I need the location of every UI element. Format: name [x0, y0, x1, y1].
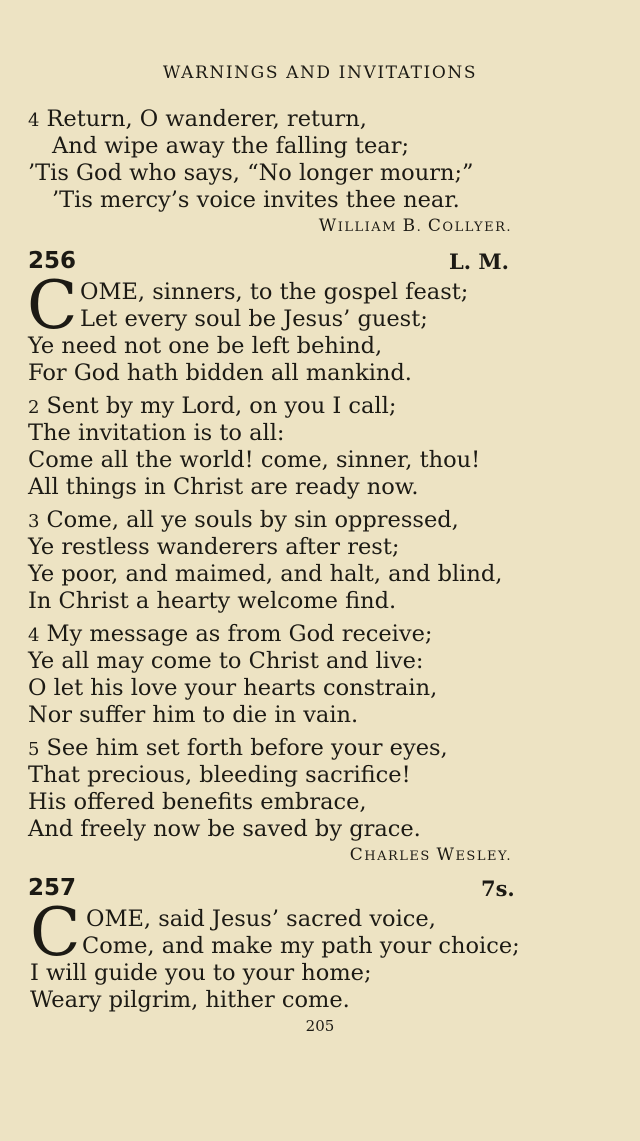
carryover-line-2: And wipe away the falling tear;: [52, 133, 410, 159]
hymn-257-line-3: I will guide you to your home;: [30, 960, 372, 986]
stanza-1-line-3: Ye need not one be left behind,: [28, 333, 383, 359]
stanza-5-line-1: 5 See him set forth before your eyes,: [28, 735, 448, 761]
stanza-3-line-3: Ye poor, and maimed, and halt, and blind,: [28, 561, 503, 587]
stanza-3-line-4: In Christ a hearty welcome find.: [28, 588, 397, 614]
stanza-4-line-1: 4 My message as from God receive;: [28, 621, 433, 647]
stanza-5-line-4: And freely now be saved by grace.: [28, 816, 421, 842]
hymn-257-line-2: Come, and make my path your choice;: [82, 933, 520, 959]
stanza-1-line-1: OME, sinners, to the gospel feast;: [80, 279, 469, 305]
hymn-257-line-4: Weary pilgrim, hither come.: [30, 987, 350, 1013]
stanza-1-line-2: Let every soul be Jesus’ guest;: [80, 306, 428, 332]
hymn-meter-257: 7s.: [481, 876, 515, 901]
stanza-1-line-4: For God hath bidden all mankind.: [28, 360, 412, 386]
hymn-number-257: 257: [28, 875, 77, 901]
stanza-5-line-2: That precious, bleeding sacrifice!: [28, 762, 411, 788]
stanza-3-line-1: 3 Come, all ye souls by sin oppressed,: [28, 507, 459, 533]
stanza-3-line-2: Ye restless wanderers after rest;: [28, 534, 400, 560]
drop-cap-256: C: [27, 267, 78, 344]
hymn-number-256: 256: [28, 248, 77, 274]
stanza-2-line-3: Come all the world! come, sinner, thou!: [28, 447, 481, 473]
stanza-2-line-4: All things in Christ are ready now.: [28, 474, 419, 500]
hymn-meter-256: L. M.: [449, 249, 509, 274]
stanza-4-line-4: Nor suffer him to die in vain.: [28, 702, 359, 728]
running-head: WARNINGS AND INVITATIONS: [162, 63, 478, 83]
carryover-line-4: ’Tis mercy’s voice invites thee near.: [52, 187, 460, 213]
stanza-4-line-3: O let his love your hearts constrain,: [28, 675, 438, 701]
hymn-257-line-1: OME, said Jesus’ sacred voice,: [86, 906, 436, 932]
carryover-line-3: ’Tis God who says, “No longer mourn;”: [28, 160, 474, 186]
stanza-4-line-2: Ye all may come to Christ and live:: [28, 648, 424, 674]
carryover-line-1: 4 Return, O wanderer, return,: [28, 106, 367, 132]
page-number: 205: [305, 1017, 335, 1035]
drop-cap-257: C: [30, 894, 81, 971]
author-collyer: WILLIAM B. COLLYER.: [318, 216, 512, 236]
author-wesley: CHARLES WESLEY.: [349, 845, 512, 865]
stanza-number: 4: [28, 110, 40, 131]
stanza-5-line-3: His offered benefits embrace,: [28, 789, 367, 815]
stanza-2-line-2: The invitation is to all:: [28, 420, 285, 446]
stanza-2-line-1: 2 Sent by my Lord, on you I call;: [28, 393, 397, 419]
